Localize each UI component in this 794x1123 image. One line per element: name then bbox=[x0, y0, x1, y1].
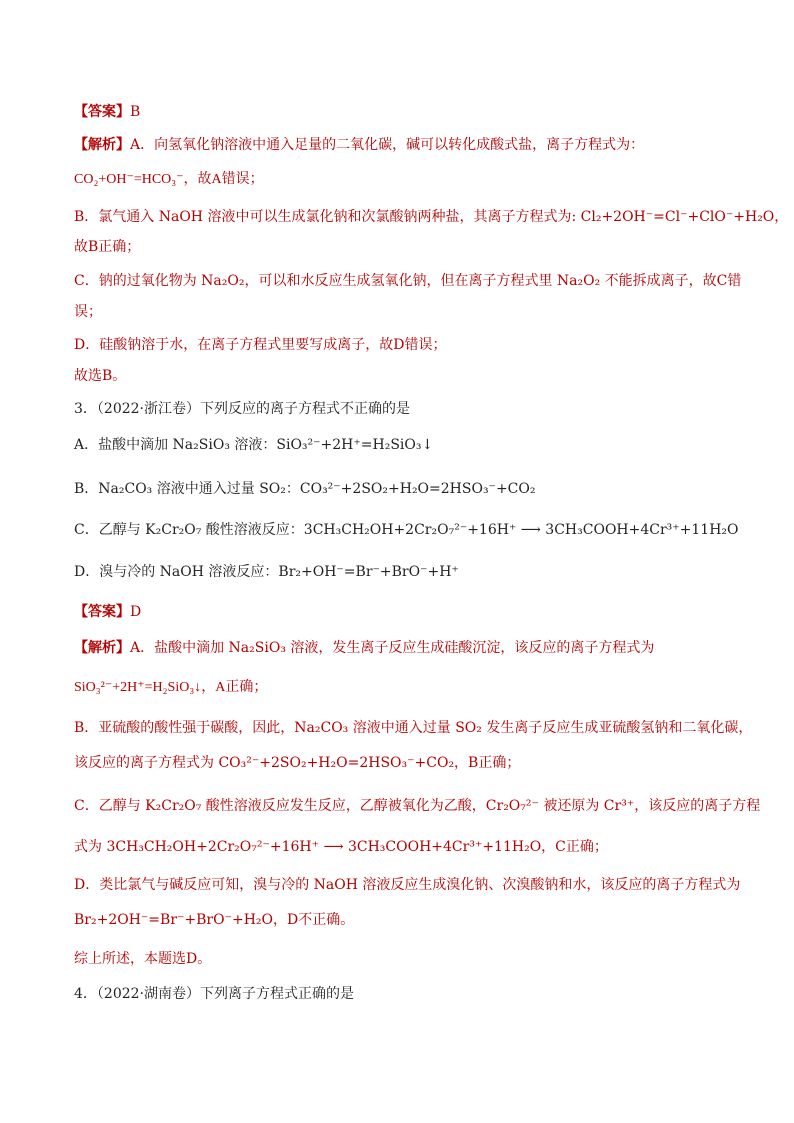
text-line: C．钠的过氧化物为 Na₂O₂，可以和水反应生成氢氧化钠，但在离子方程式里 Na₂O₂ 不能拆成离子，故C错 bbox=[74, 273, 742, 289]
text-line: B．氯气通入 NaOH 溶液中可以生成氯化钠和次氯酸钠两种盐，其离子方程式为: Cl₂+2OH⁻=Cl⁻+ClO⁻+H₂O， bbox=[74, 209, 789, 225]
analysis-text: A．向氢氧化钠溶液中通入足量的二氧化碳，碱可以转化成酸式盐，离子方程式为： bbox=[130, 137, 645, 153]
option-a: A．盐酸中滴加 Na₂SiO₃ 溶液：SiO₃²⁻+2H⁺=H₂SiO₃↓ bbox=[74, 437, 434, 453]
text-line: 该反应的离子方程式为 CO₃²⁻+2SO₂+H₂O=2HSO₃⁻+CO₂，B正确； bbox=[74, 755, 521, 771]
analysis-tag: 【解析】 bbox=[74, 137, 130, 153]
option-c: C．乙醇与 K₂Cr₂O₇ 酸性溶液反应：3CH₃CH₂OH+2Cr₂O₇²⁻+16H⁺ ⟶ 3CH₃COOH+4Cr³⁺+11H₂O bbox=[74, 522, 739, 538]
text-line: 综上所述，本题选D。 bbox=[74, 951, 212, 967]
answer-tag: 【答案】 bbox=[74, 104, 130, 120]
text-line: B．亚硫酸的酸性强于碳酸，因此，Na₂CO₃ 溶液中通入过量 SO₂ 发生离子反应生成亚硫酸氢钠和二氧化碳， bbox=[74, 720, 753, 736]
analysis-line bbox=[74, 136, 644, 154]
text-line: D．类比氯气与碱反应可知，溴与冷的 NaOH 溶液反应生成溴化钠、次溴酸钠和水，该反应的离子方程式为 bbox=[74, 877, 741, 893]
text-line: 式为 3CH₃CH₂OH+2Cr₂O₇²⁻+16H⁺ ⟶ 3CH₃COOH+4Cr³⁺+11H₂O，C正确； bbox=[74, 839, 608, 855]
text-line: Br₂+2OH⁻=Br⁻+BrO⁻+H₂O，D不正确。 bbox=[74, 912, 355, 928]
text-line: 故选B。 bbox=[74, 368, 127, 384]
answer-text: B bbox=[130, 104, 141, 120]
answer-tag: 【答案】 bbox=[74, 604, 130, 620]
answer-line bbox=[74, 103, 140, 121]
option-b: B．Na₂CO₃ 溶液中通入过量 SO₂：CO₃²⁻+2SO₂+H₂O=2HSO₃⁻+CO₂ bbox=[74, 481, 536, 497]
text-line: D．硅酸钠溶于水，在离子方程式里要写成离子，故D错误； bbox=[74, 337, 447, 353]
analysis-text: A．盐酸中滴加 Na₂SiO₃ 溶液，发生离子反应生成硅酸沉淀，该反应的离子方程式为 bbox=[130, 640, 655, 656]
text-line: CO₂+OH⁻=HCO₃⁻，故A错误； bbox=[74, 172, 264, 187]
option-d: D．溴与冷的 NaOH 溶液反应：Br₂+OH⁻=Br⁻+BrO⁻+H⁺ bbox=[74, 564, 459, 580]
text-line: 误； bbox=[74, 304, 102, 320]
text-line: 故B正确； bbox=[74, 239, 141, 255]
answer-text: D bbox=[130, 604, 142, 620]
answer-line bbox=[74, 603, 141, 621]
analysis-tag: 【解析】 bbox=[74, 640, 130, 656]
text-line: SiO₃²⁻+2H⁺=H₂SiO₃↓，A正确； bbox=[74, 680, 268, 695]
text-line: C．乙醇与 K₂Cr₂O₇ 酸性溶液反应发生反应，乙醇被氧化为乙酸，Cr₂O₇²⁻ 被还原为 Cr³⁺，该反应的离子方程 bbox=[74, 798, 761, 814]
question-line: 4．（2022·湖南卷）下列离子方程式正确的是 bbox=[74, 986, 354, 1002]
question-line: 3．（2022·浙江卷）下列反应的离子方程式不正确的是 bbox=[74, 401, 410, 417]
analysis-line bbox=[74, 639, 654, 657]
